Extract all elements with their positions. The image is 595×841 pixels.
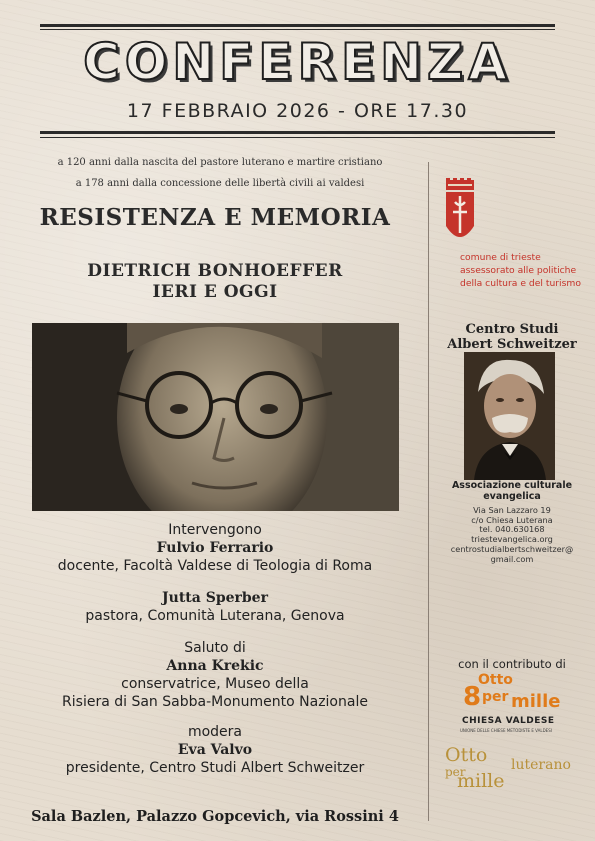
logo-chiesa-valdese: CHIESA VALDESE	[462, 716, 555, 726]
trieste-coat-of-arms-icon	[443, 178, 477, 252]
centro-line-2: Albert Schweitzer	[447, 337, 577, 352]
column-divider	[428, 162, 429, 821]
luterano-per: per	[445, 765, 466, 779]
speaker-role-1: docente, Facoltà Valdese di Teologia di Roma	[57, 558, 373, 574]
contact-website-link[interactable]: triestevangelica.org	[471, 534, 553, 545]
association-line-2: evangelica	[483, 491, 541, 502]
event-date: 17 FEBBRAIO 2026 - ORE 17.30	[126, 100, 469, 122]
contact-phone: tel. 040.630168	[479, 524, 545, 535]
speaker-name-4: Eva Valvo	[177, 742, 253, 758]
top-rule-thin	[40, 29, 555, 30]
logo-eight: 8	[463, 682, 482, 712]
logo-unione: UNIONE DELLE CHIESE METODISTE E VALDESI	[460, 728, 552, 733]
contribution-label: con il contributo di	[458, 657, 566, 671]
speaker-block-2	[10, 590, 420, 626]
centro-studi-title	[432, 322, 592, 352]
speaker-role-2: pastora, Comunità Luterana, Genova	[85, 608, 345, 624]
speaker-role-4: presidente, Centro Studi Albert Schweitzer	[65, 760, 365, 776]
centro-line-1: Centro Studi	[465, 322, 559, 337]
intro-line-1: a 120 anni dalla nascita del pastore luterano e martire cristiano	[57, 157, 383, 168]
luterano-mille: mille	[457, 770, 505, 792]
main-title: RESISTENZA E MEMORIA	[39, 204, 391, 231]
comune-block	[460, 251, 581, 290]
comune-line-3: della cultura e del turismo	[460, 278, 581, 289]
otto-per-mille-valdese-logo	[456, 672, 566, 738]
portrait-illustration	[32, 323, 399, 511]
logo-otto-word: Otto	[478, 672, 513, 688]
speakers-block	[10, 522, 420, 576]
comune-line-2: assessorato alle politiche	[460, 265, 577, 276]
greeting-label: Saluto di	[184, 640, 246, 656]
association-line-1: Associazione culturale	[451, 480, 573, 491]
speaker-role-3a: conservatrice, Museo della	[121, 676, 309, 692]
moderator-block	[10, 724, 420, 778]
speaker-name-3: Anna Krekic	[166, 658, 264, 674]
top-rule-thick	[40, 24, 555, 27]
contact-email-link-2[interactable]: gmail.com	[490, 553, 534, 564]
intro-line-2: a 178 anni dalla concessione delle libertà civili ai valdesi	[75, 178, 365, 189]
contact-church: c/o Chiesa Luterana	[471, 514, 553, 525]
schweitzer-portrait	[464, 352, 555, 480]
otto-per-mille-luterano-logo	[443, 744, 583, 794]
subtitle-line-2: IERI E OGGI	[152, 282, 278, 302]
comune-line-1: comune di trieste	[460, 252, 541, 263]
moderator-label: modera	[187, 724, 243, 740]
speakers-intro-label: Intervengono	[168, 522, 262, 538]
subtitle-line-1: DIETRICH BONHOEFFER	[87, 261, 343, 281]
contact-address: Via San Lazzaro 19	[473, 505, 551, 515]
speaker-role-3b: Risiera di San Sabba-Monumento Nazionale	[62, 694, 368, 710]
greeting-block	[10, 640, 420, 712]
speaker-name-1: Fulvio Ferrario	[156, 540, 274, 556]
header-rule-thin	[40, 137, 555, 138]
contact-block	[432, 506, 592, 564]
page-title: CONFERENZA	[83, 33, 512, 91]
logo-per: per	[482, 689, 509, 705]
luterano-word: luterano	[511, 757, 571, 773]
contact-email-link-1[interactable]: centrostudialbertschweitzer@	[450, 543, 574, 554]
logo-mille: mille	[511, 691, 561, 712]
venue-address: Sala Bazlen, Palazzo Gopcevich, via Rossini 4	[31, 808, 399, 825]
bonhoeffer-portrait	[32, 323, 399, 511]
header-rule-thick	[40, 131, 555, 134]
luterano-otto: Otto	[445, 744, 488, 766]
association-title	[432, 480, 592, 502]
speaker-name-2: Jutta Sperber	[162, 590, 268, 606]
